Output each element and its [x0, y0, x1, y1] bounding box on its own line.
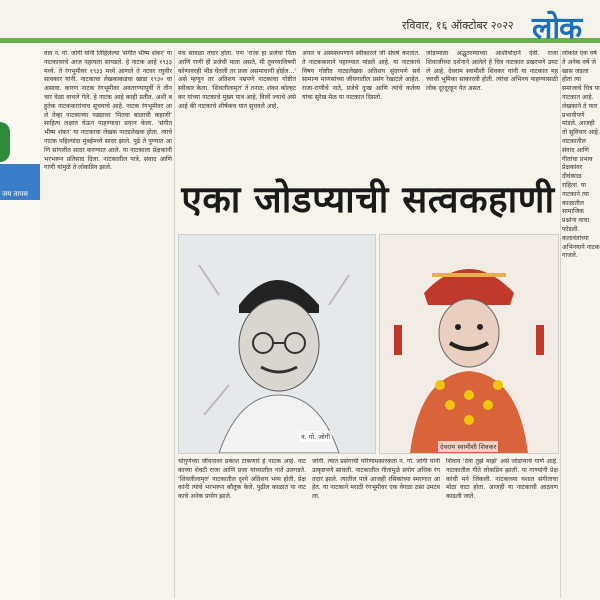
article-column-7: जोगी. त्यात प्रसंगाची परिणामकारकता न. गो. जोगी यांनी उत्कृष्टपणे साधली. नाटकातील गीतांमुळे प्रयोग अधिक रंगतदार झाले. त्यातील पात्रे आजही रसिकांच्या स्मरणात आहेत. या नाटकाने मराठी रंगभूमीवर एक वेगळा ठसा उमटवला.	[312, 458, 440, 501]
author-badge	[0, 164, 40, 200]
left-column-strip	[0, 44, 40, 600]
portrait-illustration	[179, 235, 375, 453]
leaf-icon	[0, 122, 10, 162]
article-column-5: जोडप्याला अद्भुतरम्याच्या आशीर्वादाने देवी. राजा शिवाजींच्या दर्शनाने आलेले हे चित्र नाटकात प्रखरपणे उमटले आहे. देवराम स्वामीशी शिवकर यांनी या नाटकात महत्त्वाची भूमिका साकारली होती. त्यांचा अभिनय पाहण्यासाठी लोक दूरदूरहून येत असत.	[426, 50, 558, 93]
masthead-bar	[0, 0, 600, 44]
costume-image	[379, 234, 559, 454]
article-column-2: लोकांत एक वर्ष ते अनेक वर्षे जे खास जडला होता त्या समाजाचे चित्र या नाटकात आहे. लेखकाने ते फार प्रभावीपणे मांडले. आजही तो सुविचार आहे. नाटकातील संवाद आणि गीतांचा प्रभाव प्रेक्षकांवर दीर्घकाळ राहिला. या नाटकाने त्या काळातील सामाजिक प्रश्नांना वाचा फोडली. कलावंतांच्या अभिनयाने नाटक गाजले.	[562, 50, 600, 260]
masthead-rule	[0, 38, 600, 43]
newspaper-logo: लोक	[532, 11, 582, 46]
headline: एका जोडप्याची सत्वकहाणी	[181, 177, 555, 221]
costume-caption: देवराम स्वामीशी शिवकर	[440, 443, 497, 451]
article-column-8: शिवाय 'देवा तुझे माझे' असे जोडप्याचे गाणे आहे. नाटकातील गीते लोकप्रिय झाली. या गाण्यांनी प्रेक्षकांची मने जिंकली. नाटकाच्या यशात संगीताचा मोठा वाटा होता. आजही या नाटकाची आठवण काढली जाते.	[446, 458, 558, 501]
column-divider	[174, 50, 175, 598]
article-column-6: चांगुणेच्या जीवनावर प्रकाश टाकणारे हे नाटक आहे. नाटकाच्या शेवटी राजा आणि प्रजा यांच्यातील नाते उलगडते. 'शिवलीलामृत' नाटकातील दृश्ये अतिशय भव्य होती. प्रेक्षकांनी त्यांचे भरभरून कौतुक केले. पुढील काळात या नाटकाचे अनेक प्रयोग झाले.	[178, 458, 306, 501]
portrait-image	[178, 234, 376, 454]
portrait-caption: न. गो. जोगी	[301, 433, 331, 441]
article-column-3: मंच सावळा तयार होता. पण 'राजा हा प्रजेचा पिता आणि राणी ही प्रजेची माता असते, मी तुमच्याविषयी कोणावरही भीड घेतली तर प्रजा असमाधानी होईल...' असे म्हणून तर अतिशय नम्रपणे नाटकाचा गोष्टीत स्वीकार केला. 'शिवलीलामृत' ते तनात: शंकर कोल्हटकर यांच्या नाटकाचे मुख्य पात्र आहे. विलो ज्याचे असे आहे की नाटकाचे शीर्षकच यात सुचवले आहे.	[178, 50, 296, 110]
article-column-1: वाव न. गो. जोगी यांनी लिहिलेल्या 'संगीत भीष्म शंकर' या नाटकावरचे आज पहायला सापडले. हे नाटक आहे १९३३ मध्ये. ते रंगभूमीवर १९३३ मध्ये आणले ते नटवर रघुवीर सावकार यांनी. नाटकाचा लेखकाकडचा खाडा १९३० चा असावा. कारण नाटक रंगभूमीवर अवतरण्यापूर्वी ते तीन चार वेळा वाचले गेले. हे नाटक आहे काही प्रतीत. अशी बहुतेक नाटककारांनाच सूचवाचे आहे. नाटक रंगभूमीवर आले तेव्हा नाटकाच्या पडद्यावर 'पितवा बाळाची कहाणी' साहित्य लक्षात घेऊन पाहण्याचा प्रयत्न केला. 'संगीत भीष्म शंकर' या नाटकाचा लेखक नाट्यलेखक होता. त्याचे नाटक पहिल्यांदा मुंबईमध्ये सादर झाले. पुढे ते पुण्यात आणि सांगलीत सादर करण्यात आले. या नाटकाला प्रेक्षकांनी भरभरून प्रतिसाद दिला. नाटकातील पात्रे, संवाद आणि गाणी यांमुळे ते लोकप्रिय झाले.	[44, 50, 172, 172]
author-badge-label: जय तापस	[2, 190, 28, 198]
issue-date: रविवार, १६ ऑक्टोबर २०२२	[402, 19, 514, 32]
article-column-4: अपार व अस्वस्थपणाने स्वीकारले जी संघर्ष करतात. ते नाटककाराने पहाण्यात मांडले आहे. या नाटकाचे विषय गोष्टीत नाट्यलेखक अतिशय सुंदरपणे सर्वसामान्य माणसांच्या जीवनातील प्रसंग रेखाटले आहेत. राजा-राणीचे नाते, प्रजेचे दुःख आणि त्यांचे कर्तव्य यांचा सुरेख मेळ या नाटकात दिसतो.	[302, 50, 420, 101]
costume-illustration	[380, 235, 558, 453]
column-divider-right	[560, 50, 561, 598]
